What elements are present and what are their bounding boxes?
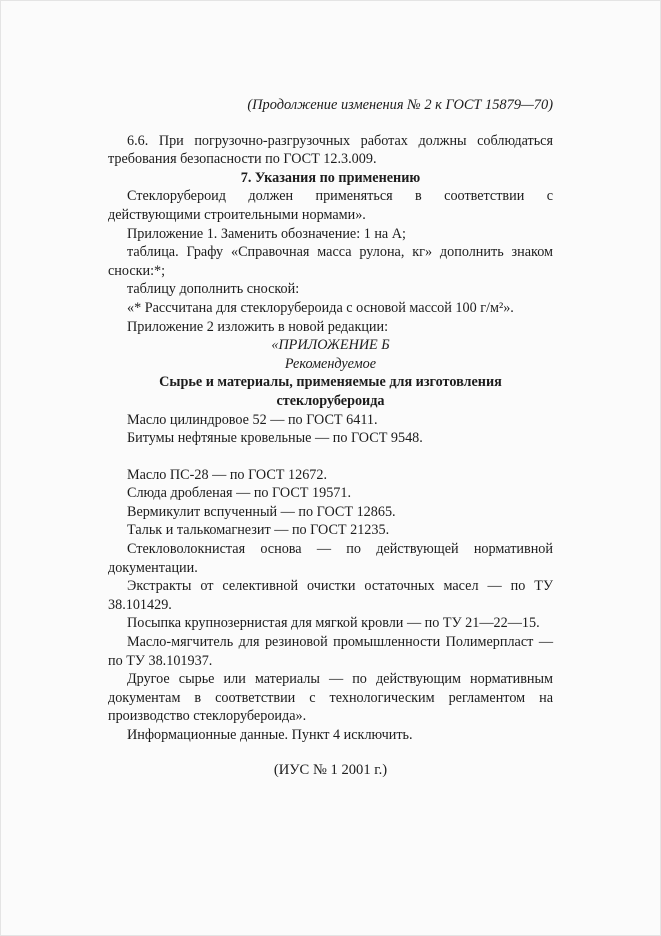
material-item: Масло-мягчитель для резиновой промышленности Полимерпласт — по ТУ 38.101937.	[108, 634, 553, 669]
document-content	[108, 96, 553, 779]
page-footer: (ИУС № 1 2001 г.)	[273, 761, 388, 778]
material-item: Другое сырье или материалы — по действующим нормативным документам в соответствии с технологическим регламентом на производство стеклорубероида».	[108, 671, 553, 725]
paragraph-info-data: Информационные данные. Пункт 4 исключить.	[127, 727, 413, 743]
material-item: Вермикулит вспученный — по ГОСТ 12865.	[127, 503, 396, 520]
material-item: Битумы нефтяные кровельные — по ГОСТ 9548.	[127, 430, 423, 447]
paragraph-usage: Стеклорубероид должен применяться в соответствии с действующими строительными нормами».	[108, 188, 553, 223]
blank-line	[108, 448, 553, 466]
material-item: Масло цилиндровое 52 — по ГОСТ 6411.	[127, 411, 378, 428]
materials-title: Сырье и материалы, применяемые для изготовления стеклорубероида	[159, 374, 502, 409]
material-item: Экстракты от селективной очистки остаточных масел — по ТУ 38.101429.	[108, 578, 553, 613]
paragraph-table-footnote: таблицу дополнить сноской:	[127, 281, 300, 298]
appendix-b-title: «ПРИЛОЖЕНИЕ Б	[271, 337, 390, 354]
material-item: Стекловолокнистая основа — по действующей нормативной документации.	[108, 541, 553, 576]
paragraph-table-column: таблица. Графу «Справочная масса рулона, кг» дополнить знаком сноски:*;	[108, 244, 553, 279]
paragraph-appendix-2: Приложение 2 изложить в новой редакции:	[127, 318, 389, 335]
material-item: Тальк и талькомагнезит — по ГОСТ 21235.	[127, 522, 390, 539]
appendix-b-subtitle: Рекомендуемое	[284, 355, 377, 372]
paragraph-footnote-text: «* Рассчитана для стеклорубероида с основой массой 100 г/м²».	[127, 299, 514, 316]
material-item: Масло ПС-28 — по ГОСТ 12672.	[127, 466, 328, 483]
section-7-title: 7. Указания по применению	[240, 169, 421, 186]
page-header: (Продолжение изменения № 2 к ГОСТ 15879—70)	[247, 97, 553, 113]
material-item: Посыпка крупнозернистая для мягкой кровли — по ТУ 21—22—15.	[127, 615, 540, 632]
paragraph-6-6: 6.6. При погрузочно-разгрузочных работах должны соблюдаться требования безопасности по ГОСТ 12.3.009.	[108, 132, 553, 168]
paragraph-appendix-1: Приложение 1. Заменить обозначение: 1 на А;	[127, 225, 406, 242]
material-item: Слюда дробленая — по ГОСТ 19571.	[127, 485, 352, 502]
